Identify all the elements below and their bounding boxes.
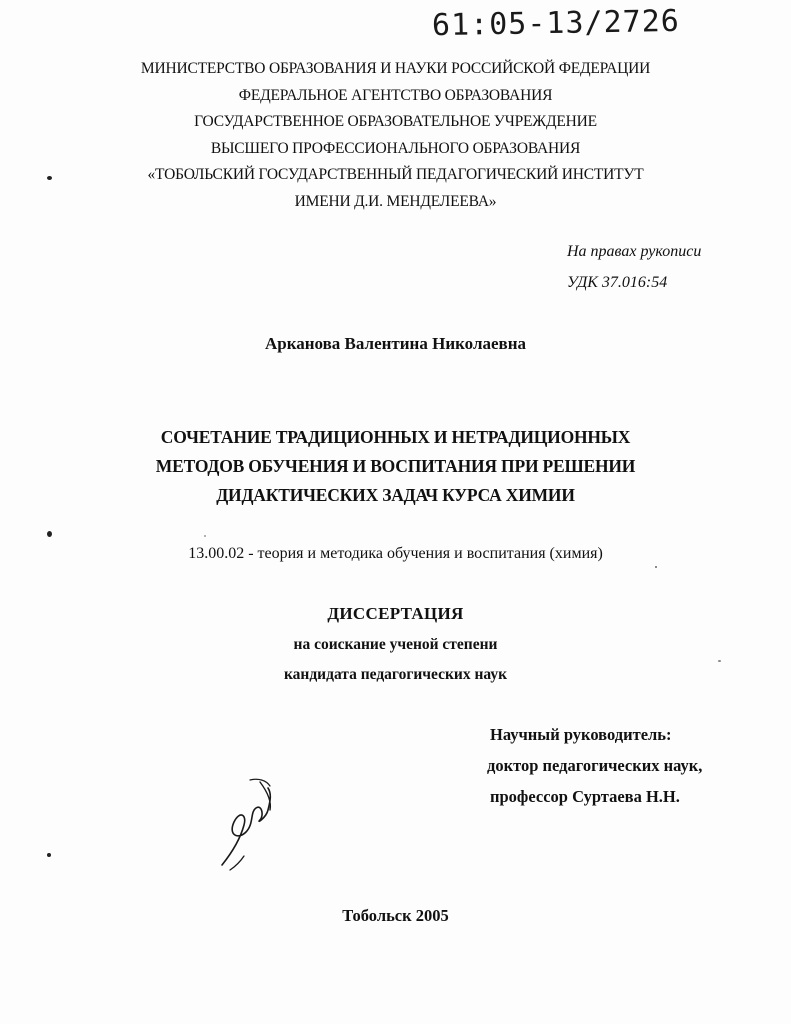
title-line-3: ДИДАКТИЧЕСКИХ ЗАДАЧ КУРСА ХИМИИ [216, 485, 575, 505]
manuscript-rights-note: На правах рукописи [567, 243, 702, 260]
advisor-degree: доктор педагогических наук, [487, 756, 703, 775]
scan-speck [47, 531, 52, 537]
title-line-2: МЕТОДОВ ОБУЧЕНИЯ И ВОСПИТАНИЯ ПРИ РЕШЕНИИ [155, 456, 636, 476]
degree-line-1: на соискание ученой степени [293, 636, 498, 653]
advisor-name: профессор Суртаева Н.Н. [490, 787, 680, 806]
scan-speck [655, 566, 657, 568]
header-line-institute-name: «ТОБОЛЬСКИЙ ГОСУДАРСТВЕННЫЙ ПЕДАГОГИЧЕСКИЙ ИНСТИТУТ [147, 166, 644, 183]
scan-speck [718, 660, 721, 662]
archive-number-handwritten: 61:05-13/2726 [431, 3, 681, 44]
advisor-label: Научный руководитель: [490, 725, 672, 744]
header-line-ministry: МИНИСТЕРСТВО ОБРАЗОВАНИЯ И НАУКИ РОССИЙСКОЙ ФЕДЕРАЦИИ [140, 60, 651, 77]
header-line-education-level: ВЫСШЕГО ПРОФЕССИОНАЛЬНОГО ОБРАЗОВАНИЯ [210, 139, 581, 157]
handwritten-signature [210, 770, 290, 880]
author-name: Арканова Валентина Николаевна [264, 334, 527, 353]
degree-line-2: кандидата педагогических наук [283, 666, 508, 683]
institution-header [0, 56, 791, 215]
title-line-1: СОЧЕТАНИЕ ТРАДИЦИОННЫХ И НЕТРАДИЦИОННЫХ [160, 427, 631, 447]
header-line-institute-named-after: ИМЕНИ Д.И. МЕНДЕЛЕЕВА» [294, 192, 497, 210]
specialty-code: 13.00.02 - теория и методика обучения и воспитания (химия) [188, 545, 603, 562]
dissertation-heading: ДИССЕРТАЦИЯ [327, 604, 464, 623]
scan-speck [47, 853, 51, 857]
udc-code: УДК 37.016:54 [567, 274, 668, 291]
scan-speck [47, 176, 52, 180]
header-line-institution-type: ГОСУДАРСТВЕННОЕ ОБРАЗОВАТЕЛЬНОЕ УЧРЕЖДЕНИЕ [194, 113, 597, 130]
place-and-year: Тобольск 2005 [342, 906, 449, 925]
scan-speck [204, 535, 206, 537]
header-line-agency: ФЕДЕРАЛЬНОЕ АГЕНТСТВО ОБРАЗОВАНИЯ [238, 86, 553, 104]
dissertation-title [0, 423, 791, 510]
